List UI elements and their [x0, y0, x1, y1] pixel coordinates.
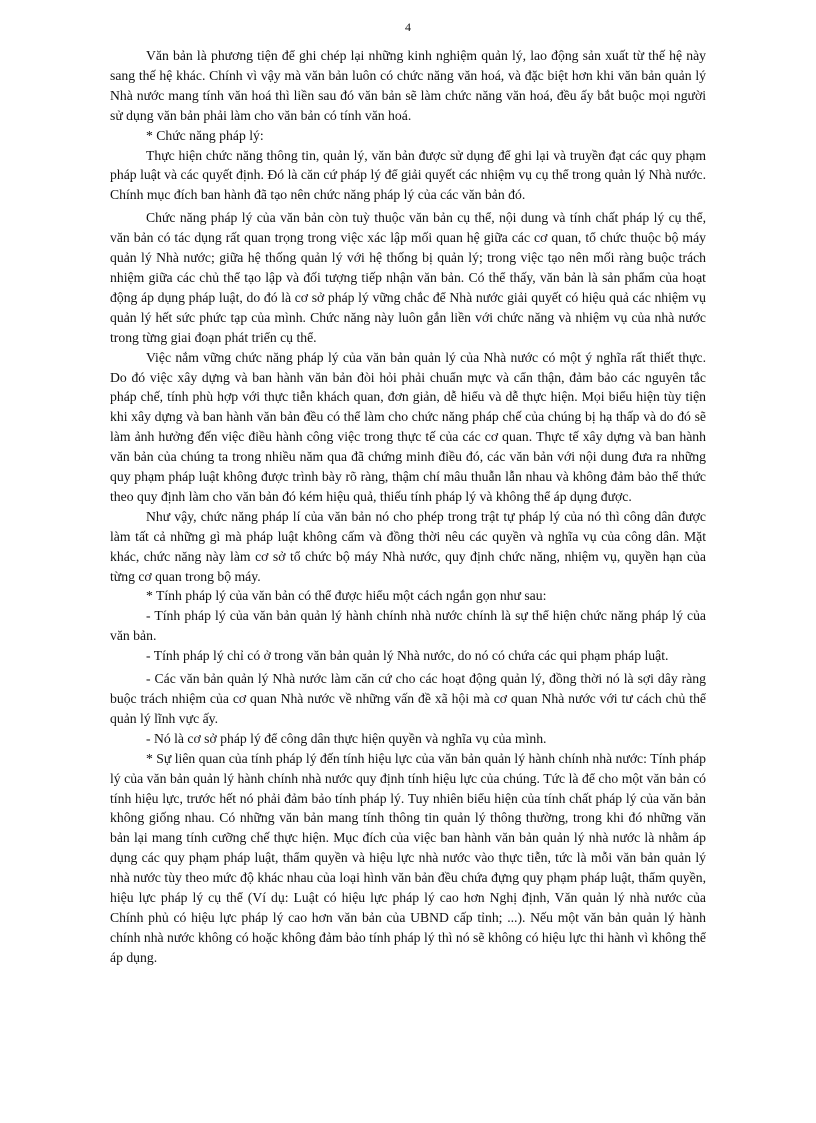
document-body [110, 46, 706, 968]
list-item-legal-nature-1: - Tính pháp lý của văn bản quản lý hành chính nhà nước chính là sự thể hiện chức năng pháp lý của văn bản. [110, 608, 706, 644]
page-number: 4 [405, 20, 411, 34]
list-item-legal-nature-2: - Tính pháp lý chỉ có ở trong văn bản quản lý Nhà nước, do nó có chứa các qui phạm pháp luật. [146, 648, 669, 664]
list-item-legal-nature-3: - Các văn bản quản lý Nhà nước làm căn cứ cho các hoạt động quản lý, đồng thời nó là sợi dây ràng buộc trách nhiệm của cơ quan Nhà nước về những vấn đề xã hội mà cơ quan Nhà nước với tư cách chủ thể quản lý lĩnh vực ấy. [110, 671, 706, 726]
paragraph-validity-relation: * Sự liên quan của tính pháp lý đến tính hiệu lực của văn bản quản lý hành chính nhà nước: Tính pháp lý của văn bản quản lý hành chính nhà nước quy định tính hiệu lực của chúng. Tức là để cho một văn bản có tính hiệu lực, trước hết nó phải đảm bảo tính pháp lý. Tuy nhiên biểu hiện của tính chất pháp lý của văn bản không giống nhau. Có những văn bản mang tính thông tin quản lý thông thường, trong khi đó những văn bản lại mang tính cưỡng chế thực hiện. Mục đích của việc ban hành văn bản quản lý nhà nước là nhằm áp dụng các quy phạm pháp luật, thẩm quyền và hiệu lực nhà nước vào thực tiễn, tức là mỗi văn bản quản lý nhà nước tùy theo mức độ khác nhau của loại hình văn bản đều chứa đựng quy phạm pháp luật, thẩm quyền, hiệu lực pháp lý cụ thể (Ví dụ: Luật có hiệu lực pháp lý cao hơn Nghị định, Văn quản lý nhà nước của Chính phủ có hiệu lực pháp lý cao hơn văn bản của UBND cấp tỉnh; ...). Nếu một văn bản quản lý hành chính nhà nước không có hoặc không đảm bảo tính pháp lý thì nó sẽ không có hiệu lực thi hành vì không thể áp dụng. [110, 750, 706, 965]
heading-legal-function: * Chức năng pháp lý: [146, 127, 264, 143]
paragraph-citizen-rights: Như vậy, chức năng pháp lí của văn bản nó cho phép trong trật tự pháp lý của nó thì công dân được làm tất cả những gì mà pháp luật không cấm và đồng thời nêu các quyền và nghĩa vụ của công dân. Mặt khác, chức năng này làm cơ sở tổ chức bộ máy Nhà nước, quy định chức năng, nhiệm vụ, quyền hạn của từng cơ quan trong bộ máy. [110, 508, 706, 584]
list-item-legal-nature-4: - Nó là cơ sở pháp lý để công dân thực hiện quyền và nghĩa vụ của mình. [146, 730, 547, 746]
paragraph-written-record: Văn bản là phương tiện để ghi chép lại những kinh nghiệm quản lý, lao động sản xuất từ thế hệ này sang thế hệ khác. Chính vì vậy mà văn bản luôn có chức năng văn hoá, và đặc biệt hơn khi văn bản quản lý Nhà nước mang tính văn hoá thì liền sau đó văn bản sẽ làm chức năng văn hoá, đều ấy bắt buộc mọi người sử dụng văn bản phải làm cho văn bản có tính văn hoá. [110, 48, 706, 123]
heading-legal-nature: * Tính pháp lý của văn bản có thể được hiểu một cách ngắn gọn như sau: [146, 588, 547, 604]
paragraph-legal-function-importance: Việc nắm vững chức năng pháp lý của văn bản quản lý của Nhà nước có một ý nghĩa rất thiết thực. Do đó việc xây dựng và ban hành văn bản đòi hỏi phải chuẩn mực và cẩn thận, đảm bảo các nguyên tắc pháp chế, tính phù hợp với thực tiễn khách quan, đơn giản, dễ hiểu và dễ thực hiện. Mọi biểu hiện tùy tiện khi xây dựng và ban hành văn bản đều có thể làm cho chức năng pháp chế của chúng bị hạ thấp và do đó sẽ làm ảnh hưởng đến việc điều hành công việc trong thực tế của các cơ quan. Thực tế xây dựng và ban hành văn bản của chúng ta trong nhiều năm qua đã chứng minh điều đó, các văn bản với nội dung đưa ra những quy phạm pháp luật không được trình bày rõ ràng, thậm chí mâu thuẫn lẫn nhau và không đảm bảo thể thức theo quy định làm cho văn bản đó kém hiệu quả, thiếu tính pháp lý và không thể áp dụng được. [110, 349, 706, 504]
paragraph-legal-basis: Thực hiện chức năng thông tin, quản lý, văn bản được sử dụng để ghi lại và truyền đạt các quy phạm pháp luật và các quyết định. Đó là căn cứ pháp lý để giải quyết các nhiệm vụ cụ thể trong quản lý Nhà nước. Chính mục đích ban hành đã tạo nên chức năng pháp lý của các văn bản đó. [110, 147, 706, 203]
paragraph-legal-function-scope: Chức năng pháp lý của văn bản còn tuỳ thuộc văn bản cụ thể, nội dung và tính chất pháp lý cụ thể, văn bản có tác dụng rất quan trọng trong việc xác lập mối quan hệ giữa các cơ quan, tổ chức thuộc bộ máy quản lý Nhà nước; giữa hệ thống quản lý với hệ thống bị quản lý; trong việc tạo nên mối ràng buộc trách nhiệm giữa các chủ thể tạo lập và đối tượng tiếp nhận văn bản. Có thể thấy, văn bản là sản phẩm của hoạt động áp dụng pháp luật, do đó là cơ sở pháp lý vững chắc để Nhà nước giải quyết có hiệu quả các nhiệm vụ quản lý hết sức phức tạp của mình. Chức năng này luôn gắn liền với chức năng và nhiệm vụ của nhà nước trong từng giai đoạn phát triển cụ thể. [110, 210, 706, 345]
